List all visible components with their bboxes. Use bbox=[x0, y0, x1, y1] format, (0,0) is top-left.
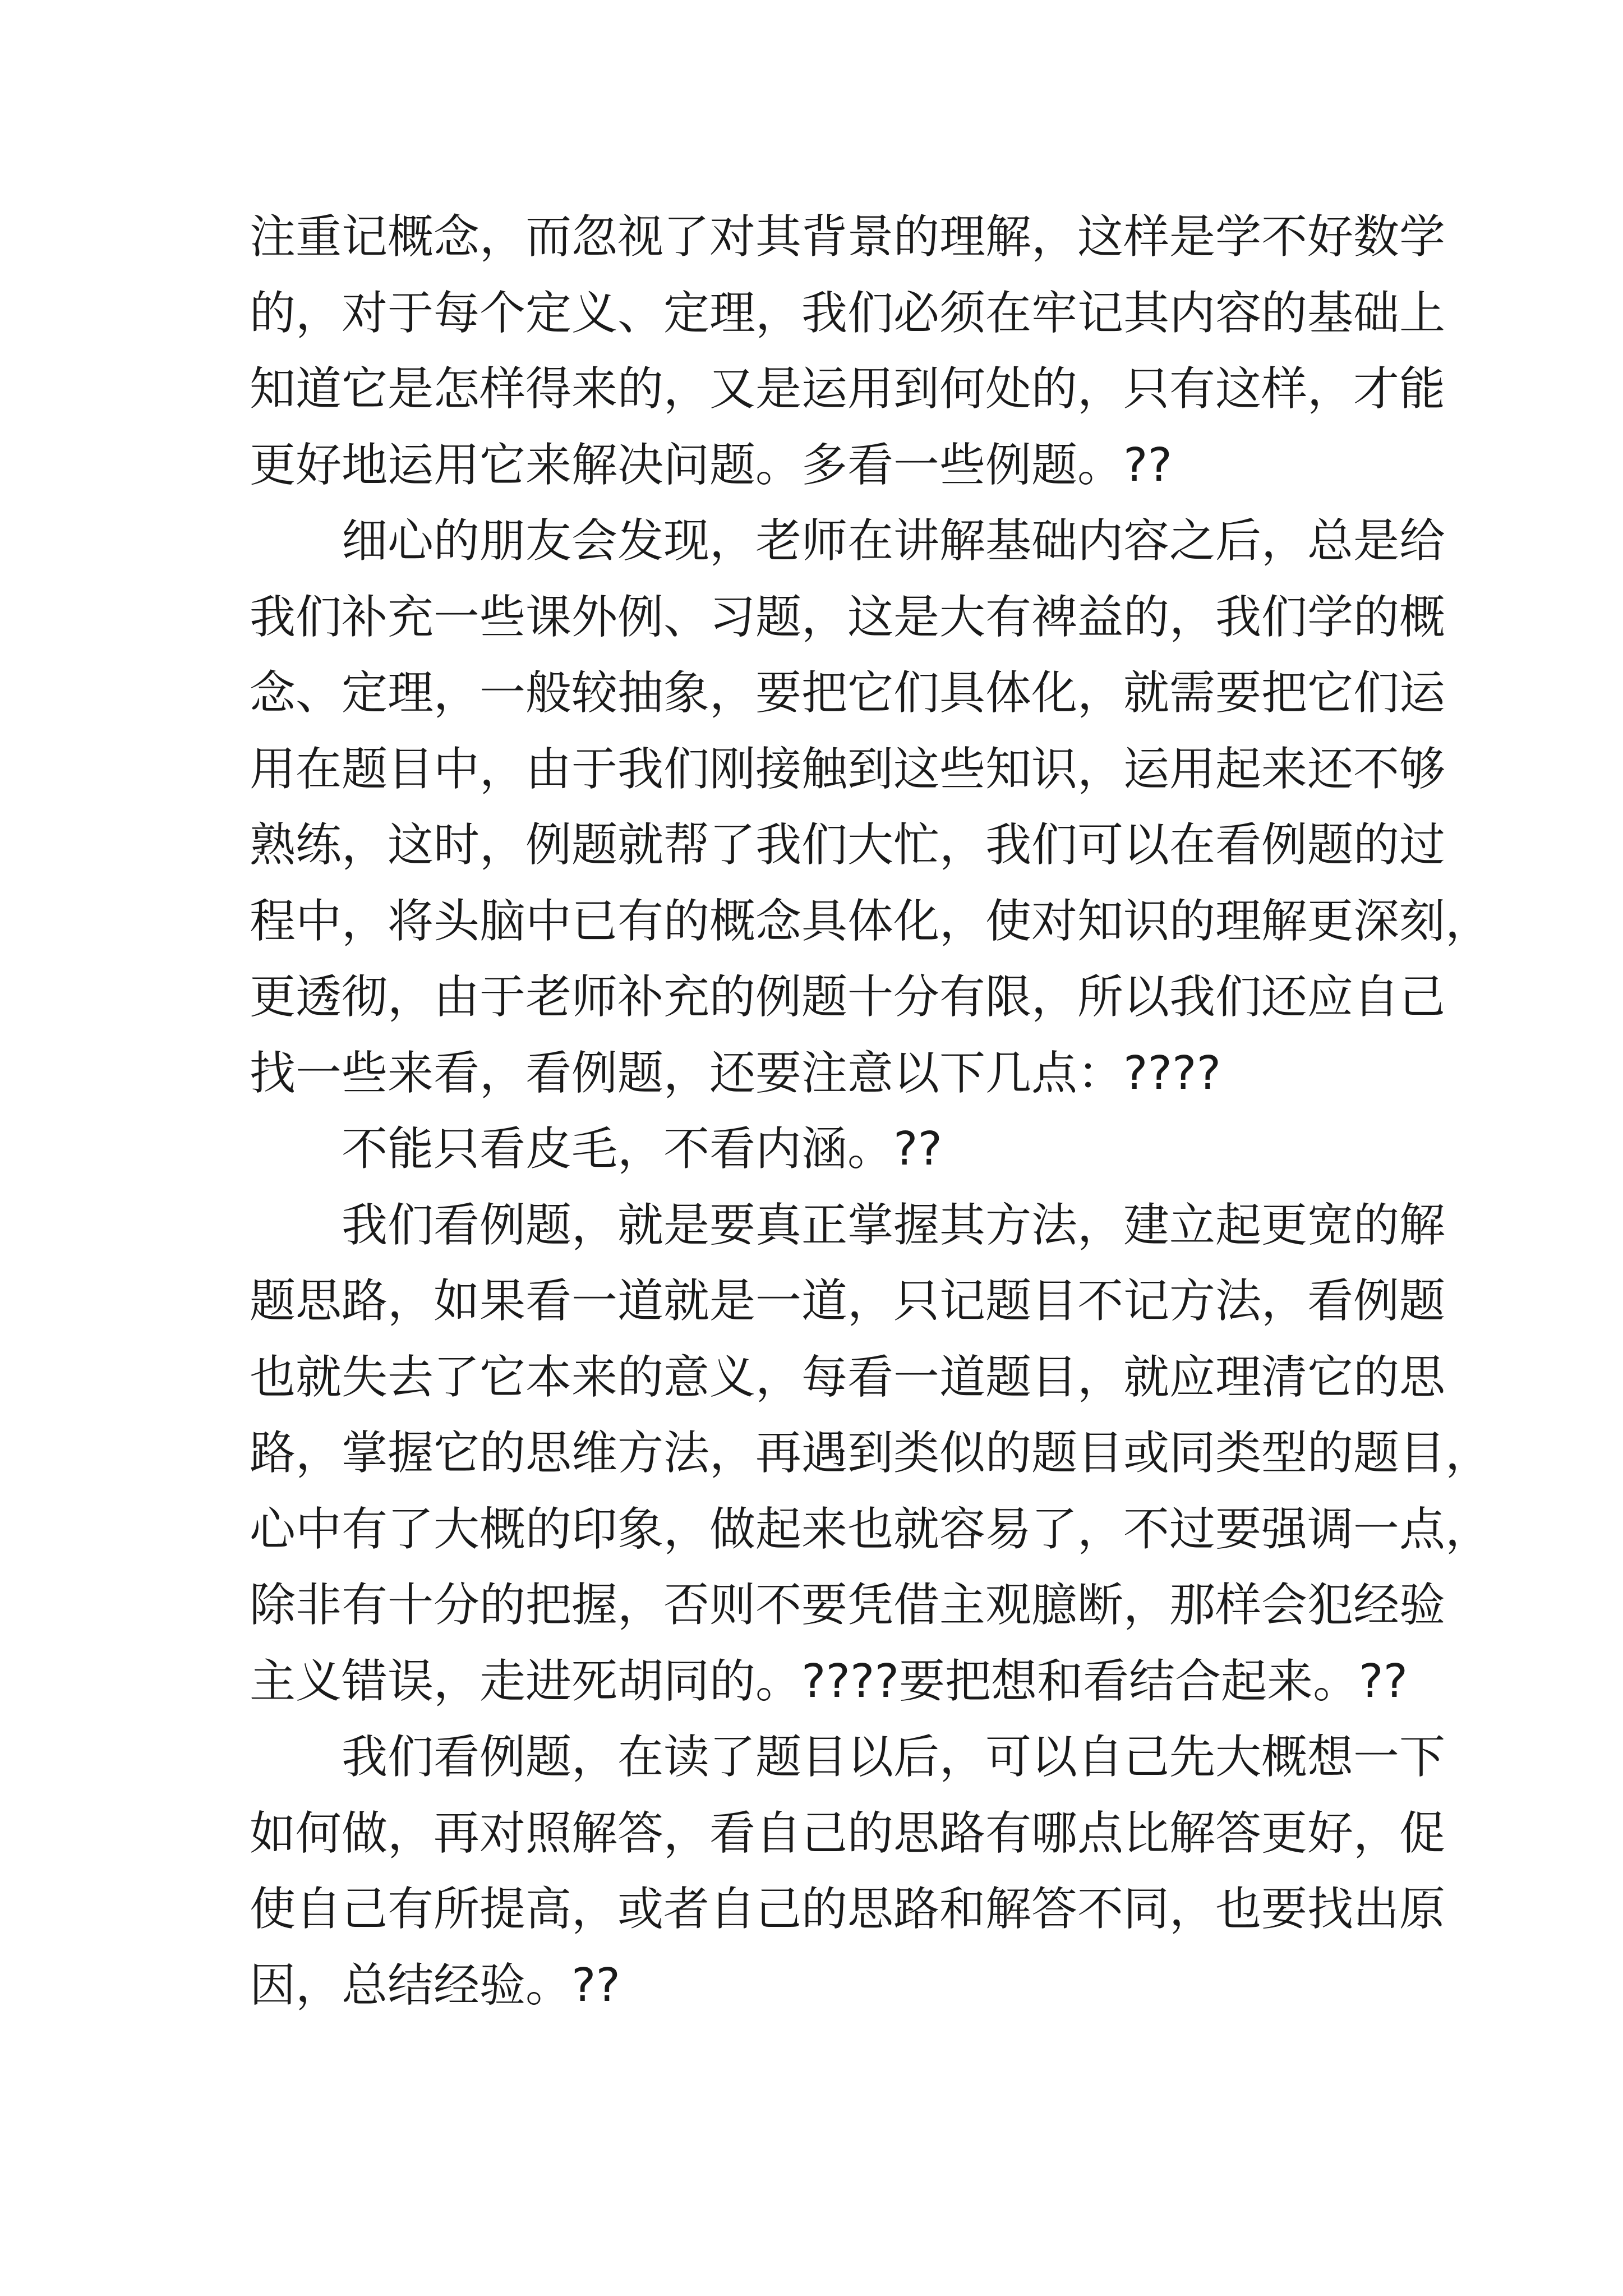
text-line: 我们看例题，在读了题目以后，可以自己先大概想一下 bbox=[342, 1731, 1446, 1784]
text-line: 除非有十分的把握，否则不要凭借主观臆断，那样会犯经验 bbox=[250, 1579, 1446, 1632]
text-line: 更好地运用它来解决问题。多看一些例题。?? bbox=[250, 438, 1173, 492]
text-line: 知道它是怎样得来的，又是运用到何处的，只有这样，才能 bbox=[250, 362, 1446, 416]
text-line: 念、定理，一般较抽象，要把它们具体化，就需要把它们运 bbox=[250, 666, 1446, 720]
text-line: 更透彻，由于老师补充的例题十分有限，所以我们还应自己 bbox=[250, 970, 1446, 1024]
text-line: 心中有了大概的印象，做起来也就容易了，不过要强调一点， bbox=[250, 1502, 1492, 1556]
text-line: 用在题目中，由于我们刚接触到这些知识，运用起来还不够 bbox=[250, 742, 1446, 796]
paragraph-4 bbox=[250, 1188, 1492, 1720]
text-line: 如何做，再对照解答，看自己的思路有哪点比解答更好，促 bbox=[250, 1806, 1446, 1860]
text-line: 使自己有所提高，或者自己的思路和解答不同，也要找出原 bbox=[250, 1883, 1446, 1936]
text-line: 的，对于每个定义、定理，我们必须在牢记其内容的基础上 bbox=[250, 286, 1446, 340]
paragraph-2 bbox=[250, 503, 1492, 1111]
text-line: 注重记概念，而忽视了对其背景的理解，这样是学不好数学 bbox=[250, 210, 1446, 264]
text-line: 细心的朋友会发现，老师在讲解基础内容之后，总是给 bbox=[342, 514, 1446, 568]
text-line: 我们看例题，就是要真正掌握其方法，建立起更宽的解 bbox=[342, 1198, 1446, 1252]
text-line: 程中，将头脑中已有的概念具体化，使对知识的理解更深刻， bbox=[250, 894, 1492, 948]
text-line: 也就失去了它本来的意义，每看一道题目，就应理清它的思 bbox=[250, 1350, 1446, 1404]
text-line: 因，总结经验。?? bbox=[250, 1958, 621, 2012]
paragraph-5 bbox=[250, 1719, 1446, 2023]
text-line: 主义错误，走进死胡同的。????要把想和看结合起来。?? bbox=[250, 1654, 1408, 1708]
text-line: 熟练，这时，例题就帮了我们大忙，我们可以在看例题的过 bbox=[250, 818, 1446, 872]
text-line: 不能只看皮毛，不看内涵。?? bbox=[342, 1122, 943, 1176]
text-line: 找一些来看，看例题，还要注意以下几点：???? bbox=[250, 1046, 1221, 1100]
paragraph-1 bbox=[250, 199, 1446, 503]
text-line: 路，掌握它的思维方法，再遇到类似的题目或同类型的题目， bbox=[250, 1427, 1492, 1480]
text-line: 我们补充一些课外例、习题，这是大有裨益的，我们学的概 bbox=[250, 590, 1446, 644]
document-body bbox=[250, 199, 1492, 2023]
paragraph-3 bbox=[250, 1111, 1377, 1188]
text-line: 题思路，如果看一道就是一道，只记题目不记方法，看例题 bbox=[250, 1274, 1446, 1328]
